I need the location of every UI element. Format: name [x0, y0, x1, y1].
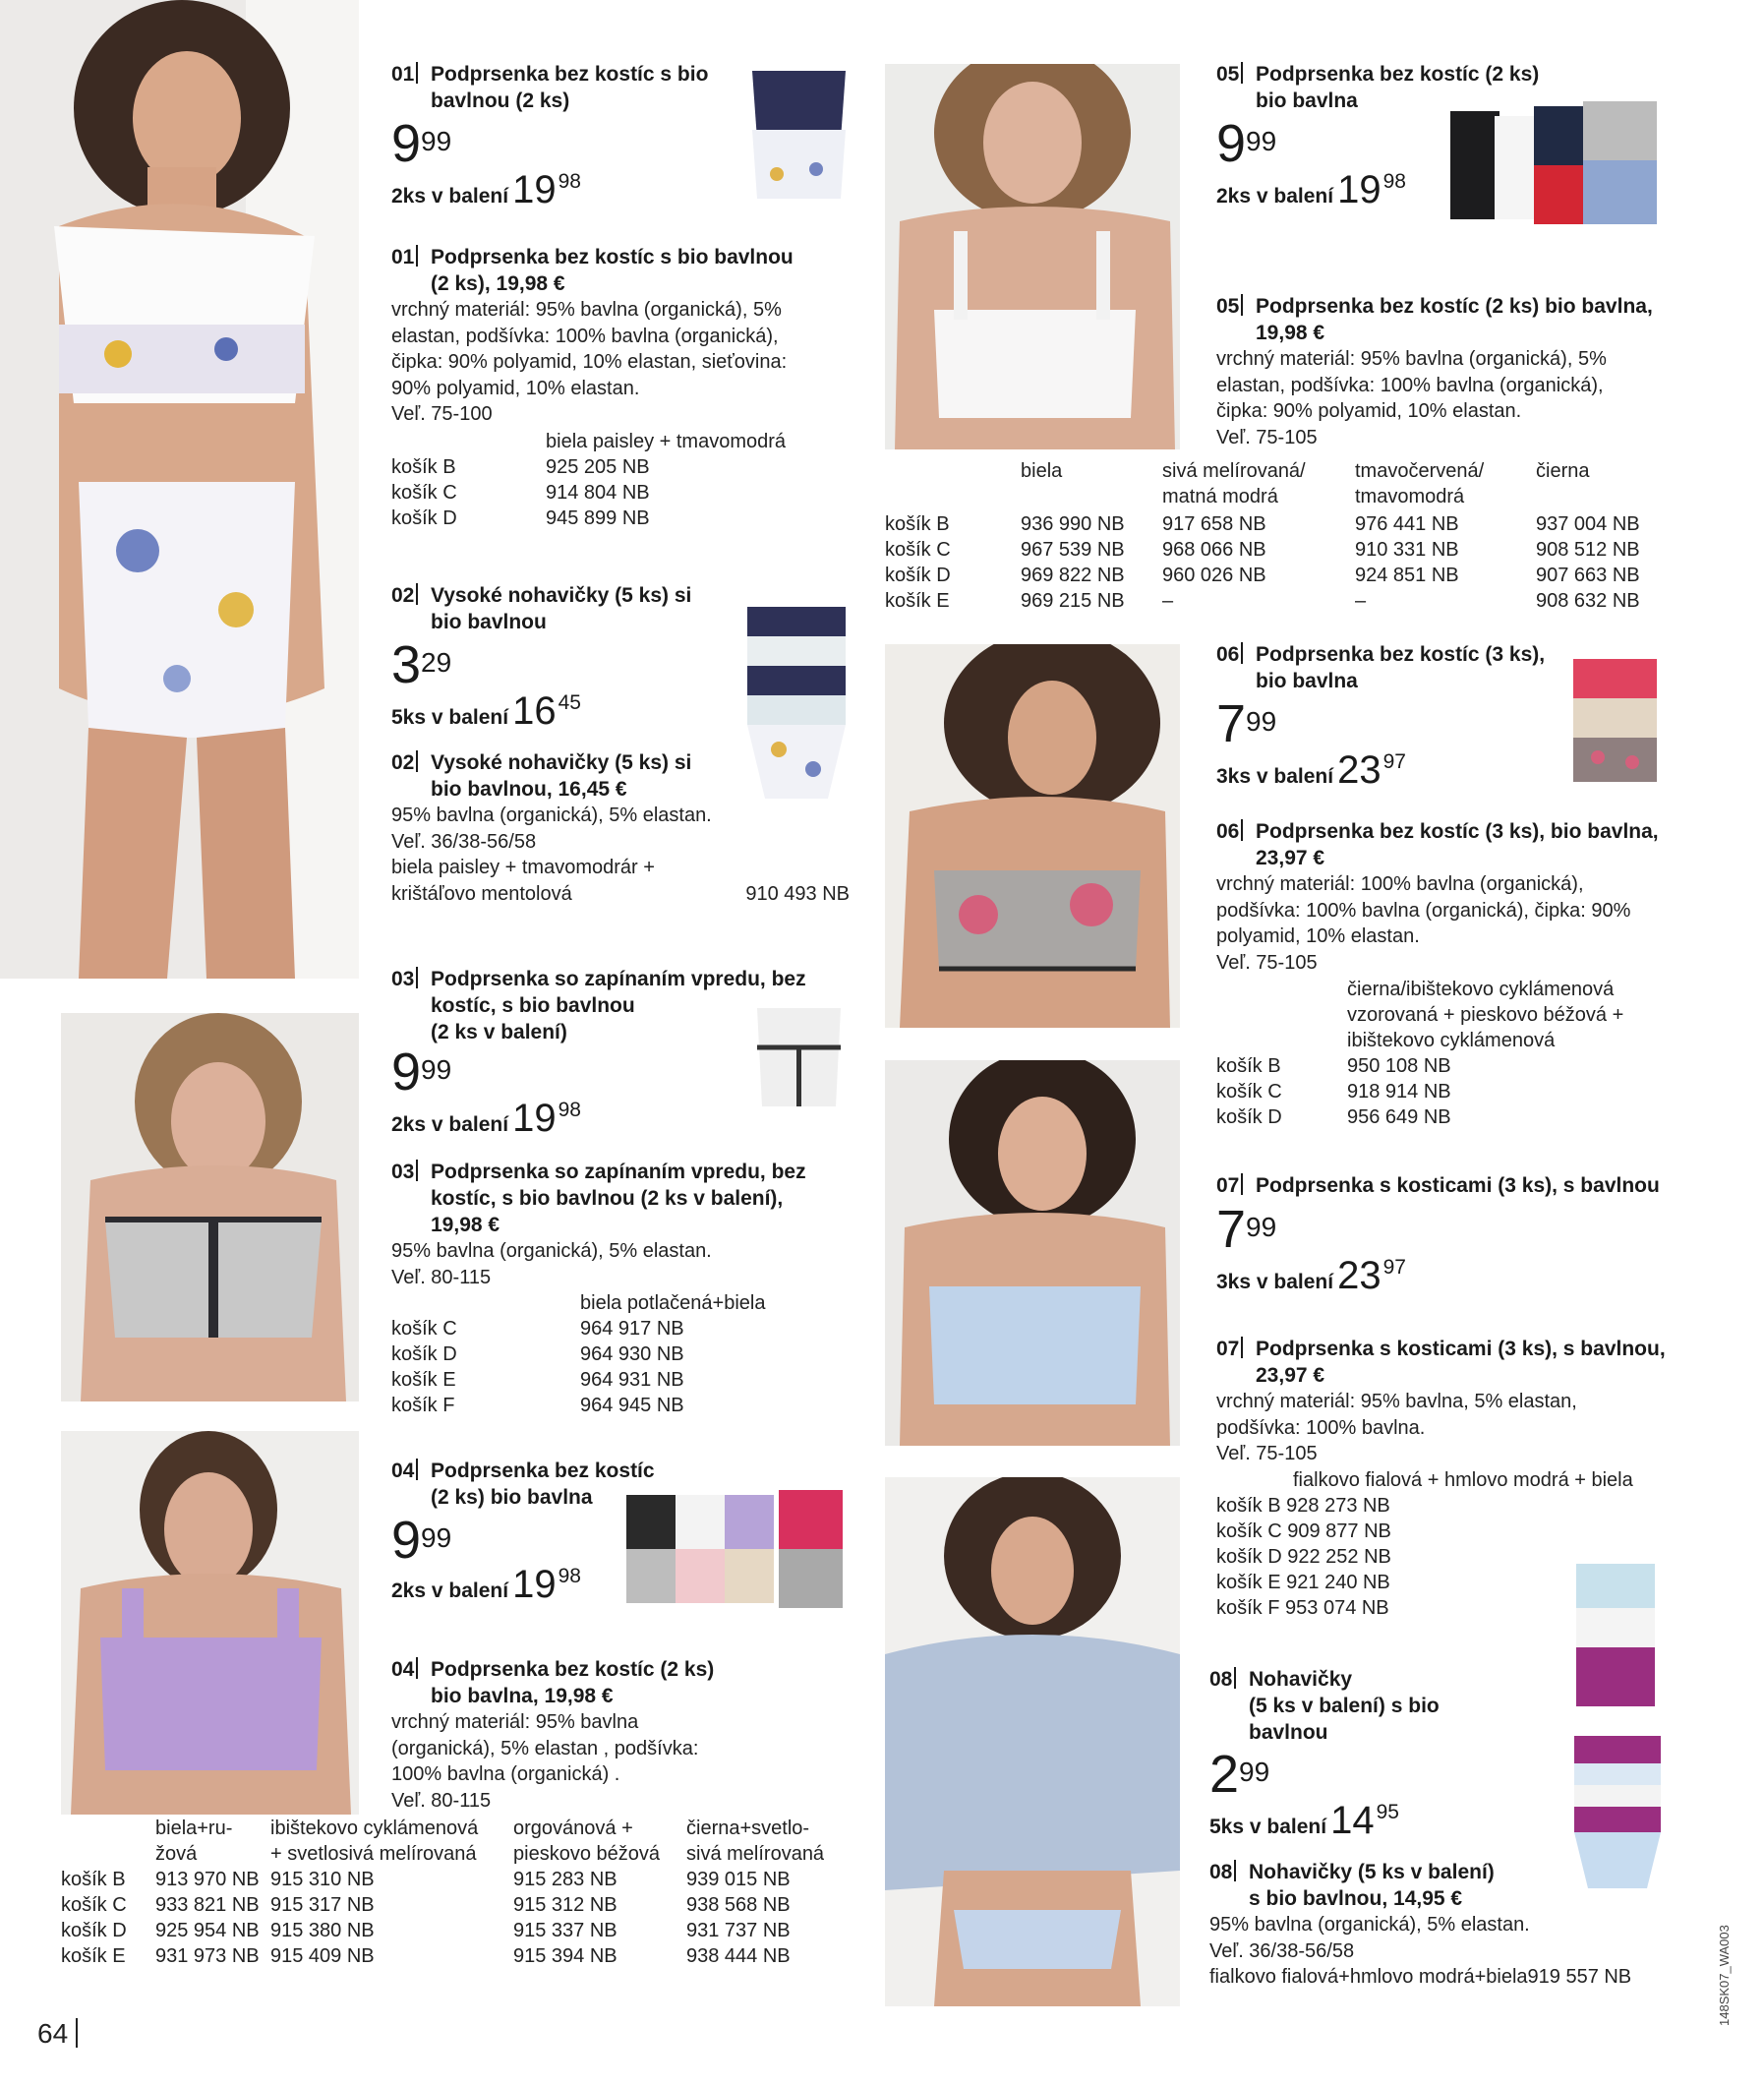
p03-size: Veľ. 80-115 [391, 1266, 492, 1288]
p06-pack-price: 3ks v balení 2397 [1216, 748, 1406, 792]
table-row: košík F 953 074 NB [1216, 1597, 1389, 1619]
p04-title: 04 Podprsenka bez kostíc (2 ks) bio bavlna [391, 1460, 655, 1509]
p04-price: $9^{99}$ [391, 1511, 452, 1570]
model-photo-white-paisley-set [0, 0, 359, 979]
table-row: košík B [391, 456, 456, 478]
model-photo-white-lace-bra [885, 64, 1180, 449]
table-row: košík D [391, 1343, 457, 1365]
p08-price: $2^{99}$ [1209, 1745, 1270, 1804]
table-row: košík C 909 877 NB [1216, 1520, 1391, 1542]
p02-last-color: krištáľovo mentolová [391, 882, 572, 905]
p06-code-table: čierna/ibištekovo cyklámenová vzorovaná + pieskovo béžová + ibištekovo cyklámenová košík B 950 108 NB košík C 918 914 NB košík D 956 649 NB [1216, 977, 1728, 1134]
p03-color-header: biela potlačená+biela [580, 1292, 766, 1314]
p01-color-header: biela paisley + tmavomodrá [546, 431, 787, 452]
table-row: košík C [1216, 1081, 1282, 1103]
p02-detail-title: 02 Vysoké nohavičky (5 ks) si bio bavlnou, 16,45 € [391, 751, 692, 801]
p04-detail-title: 04 Podprsenka bez kostíc (2 ks) bio bavlna, 19,98 € [391, 1658, 715, 1707]
p01-price: $9^{99}$ [391, 114, 452, 173]
table-row: košík E [391, 1369, 456, 1391]
p01-number: 01 [391, 61, 431, 88]
p01-code-table: biela paisley + tmavomodrá košík B 925 205 NB košík C 914 804 NB košík D 945 899 NB [391, 429, 863, 537]
p07-code-table [1216, 1467, 1728, 1625]
table-row: košík C [391, 482, 457, 504]
table-row: košík C [885, 539, 951, 561]
p04-size: Veľ. 80-115 [391, 1789, 492, 1812]
p08-description: 95% bavlna (organická), 5% elastan. Veľ. 36/38-56/58 fialkovo fialová+hmlovo modrá+biela919 557 NB [1209, 1912, 1681, 1991]
p02-pack-price: 5ks v balení 1645 [391, 689, 581, 733]
p07-pack-price: 3ks v balení 2397 [1216, 1254, 1406, 1297]
model-photo-grey-front-closure-bra [61, 1013, 359, 1401]
p06-detail-title: 06 Podprsenka bez kostíc (3 ks), bio bavlna, 23,97 € [1216, 820, 1659, 869]
p06-color-header: čierna/ibištekovo cyklámenová [1347, 979, 1615, 1000]
p01-description: vrchný materiál: 95% bavlna (organická), 5% elastan, podšívka: 100% bavlna (organická), čipka: 90% polyamid, 10% elastan, sieťovina: 90% polyamid, 10% elastan. Veľ. 75-100 [391, 297, 863, 428]
table-row: košík F [391, 1395, 455, 1416]
table-row: košík E [885, 590, 950, 612]
table-row: košík D [391, 507, 457, 529]
p01-size: Veľ. 75-100 [391, 403, 493, 425]
table-row: košík C [391, 1318, 457, 1340]
p07-price: $7^{99}$ [1216, 1200, 1277, 1259]
p07-title: 07 Podprsenka s kosticami (3 ks), s bavlnou [1216, 1174, 1660, 1197]
model-photo-light-blue-bra [885, 1060, 1180, 1446]
p06-description: vrchný materiál: 100% bavlna (organická), podšívka: 100% bavlna (organická), čipka: 90% polyamid, 10% elastan. Veľ. 75-105 [1216, 871, 1728, 976]
p07-size: Veľ. 75-105 [1216, 1443, 1318, 1464]
p08-title: 08 Nohavičky (5 ks v balení) s bio bavlnou [1209, 1668, 1440, 1744]
p06-price: $7^{99}$ [1216, 694, 1277, 753]
p05-title: 05 Podprsenka bez kostíc (2 ks) bio bavlna [1216, 63, 1540, 112]
p05-detail-title: 05 Podprsenka bez kostíc (2 ks) bio bavlna, 19,98 € [1216, 295, 1653, 344]
model-photo-blue-hoodie-briefs [885, 1477, 1180, 2006]
p07-description: vrchný materiál: 95% bavlna, 5% elastan, podšívka: 100% bavlna. Veľ. 75-105 [1216, 1389, 1728, 1467]
table-row: košík E [61, 1945, 126, 1967]
table-row: košík D [885, 565, 951, 586]
p04-pack-price: 2ks v balení 1998 [391, 1563, 581, 1606]
p05-description: vrchný materiál: 95% bavlna (organická), 5% elastan, podšívka: 100% bavlna (organická), čipka: 90% polyamid, 10% elastan. Veľ. 75-105 [1216, 346, 1728, 450]
table-row: košík E 921 240 NB [1216, 1572, 1390, 1593]
p08-pack-price: 5ks v balení 1495 [1209, 1799, 1399, 1842]
table-row: košík B [1216, 1055, 1281, 1077]
p07-color-header: fialkovo fialová + hmlovo modrá + biela [1293, 1469, 1633, 1491]
p03-detail-title: 03 Podprsenka so zapínaním vpredu, bez kostíc, s bio bavlnou (2 ks v balení), 19,98 € [391, 1161, 806, 1236]
p01-pack-price: 2ks v balení 1998 [391, 168, 581, 211]
p08-detail-title: 08 Nohavičky (5 ks v balení) s bio bavlnou, 14,95 € [1209, 1861, 1495, 1910]
p08-last-color: fialkovo fialová+hmlovo modrá+biela [1209, 1966, 1528, 1988]
table-row: košík B [61, 1869, 126, 1890]
thumb-01-bras-navy-paisley [747, 61, 851, 204]
p02-title: 02 Vysoké nohavičky (5 ks) si bio bavlnou [391, 584, 692, 633]
p07-detail-title: 07 Podprsenka s kosticami (3 ks), s bavlnou, 23,97 € [1216, 1338, 1666, 1387]
p02-price: $3^{29}$ [391, 635, 452, 694]
p05-price: $9^{99}$ [1216, 114, 1277, 173]
table-row: košík D [61, 1920, 127, 1941]
p03-description: 95% bavlna (organická), 5% elastan. Veľ. 80-115 [391, 1238, 863, 1290]
table-row: košík D [1216, 1106, 1282, 1128]
page-number: 64 [37, 2018, 78, 2050]
p03-title: 03 Podprsenka so zapínaním vpredu, bez kostíc, s bio bavlnou (2 ks v balení) [391, 968, 806, 1043]
table-row: košík B [885, 513, 950, 535]
p06-title: 06 Podprsenka bez kostíc (3 ks), bio bavlna [1216, 643, 1546, 692]
p02-description: 95% bavlna (organická), 5% elastan. Veľ. 36/38-56/58 biela paisley + tmavomodrár + krištáľovo mentolová 910 493 NB [391, 803, 863, 907]
p05-size: Veľ. 75-105 [1216, 426, 1318, 448]
table-row: košík B 928 273 NB [1216, 1495, 1390, 1517]
p02-last-code: 910 493 NB [745, 882, 850, 905]
p01-title: 01 Podprsenka bez kostíc s bio bavlnou (2 ks) [391, 63, 709, 112]
side-code: 148SK07_WA003 [1717, 1925, 1732, 2026]
p08-size: Veľ. 36/38-56/58 [1209, 1939, 1355, 1962]
model-photo-floral-grey-bra [885, 644, 1180, 1028]
p05-pack-price: 2ks v balení 1998 [1216, 168, 1406, 211]
p04-code-table: biela+ru- žová ibištekovo cyklámenová + svetlosivá melírovaná orgovánová + pieskovo béžová čierna+svetlo- sivá melírovaná košík B 913 970 NB 915 310 NB 915 283 NB 939 015 NB košík C 933 821 NB 915 317 NB 915 312 NB 938 568 NB košík D 925 954 NB 915 380 NB 915 337 NB 931 737 NB košík E 931 973 NB 915 409 NB 915 394 NB 938 444 NB [61, 1816, 867, 1983]
p03-pack-price: 2ks v balení 1998 [391, 1097, 581, 1140]
p01-detail-title: 01 Podprsenka bez kostíc s bio bavlnou (2 ks), 19,98 € [391, 246, 794, 295]
p04-description: vrchný materiál: 95% bavlna (organická), 5% elastan , podšívka: 100% bavlna (organická) . Veľ. 80-115 [391, 1709, 863, 1814]
p03-code-table: biela potlačená+biela košík C 964 917 NB košík D 964 930 NB košík E 964 931 NB košík F 964 945 NB [391, 1290, 863, 1428]
thumb-06-bras-three-colors [1568, 649, 1662, 792]
table-row: košík D 922 252 NB [1216, 1546, 1391, 1568]
p03-price: $9^{99}$ [391, 1043, 452, 1102]
table-row: košík C [61, 1894, 127, 1916]
thumb-05-bras-four-colors [1445, 96, 1662, 234]
p05-code-table: biela sivá melírovaná/ matná modrá tmavočervená/ tmavomodrá čierna košík B 936 990 NB 917 658 NB 976 441 NB 937 004 NB košík C 967 539 NB 968 066 NB 910 331 NB 908 512 NB košík D 969 822 NB 960 026 NB 924 851 NB 907 663 NB košík E 969 215 NB – – 908 632 NB [885, 458, 1731, 626]
model-photo-lilac-bra [61, 1431, 359, 1815]
p06-size: Veľ. 75-105 [1216, 951, 1318, 974]
p08-last-code: 919 557 NB [1527, 1966, 1632, 1988]
